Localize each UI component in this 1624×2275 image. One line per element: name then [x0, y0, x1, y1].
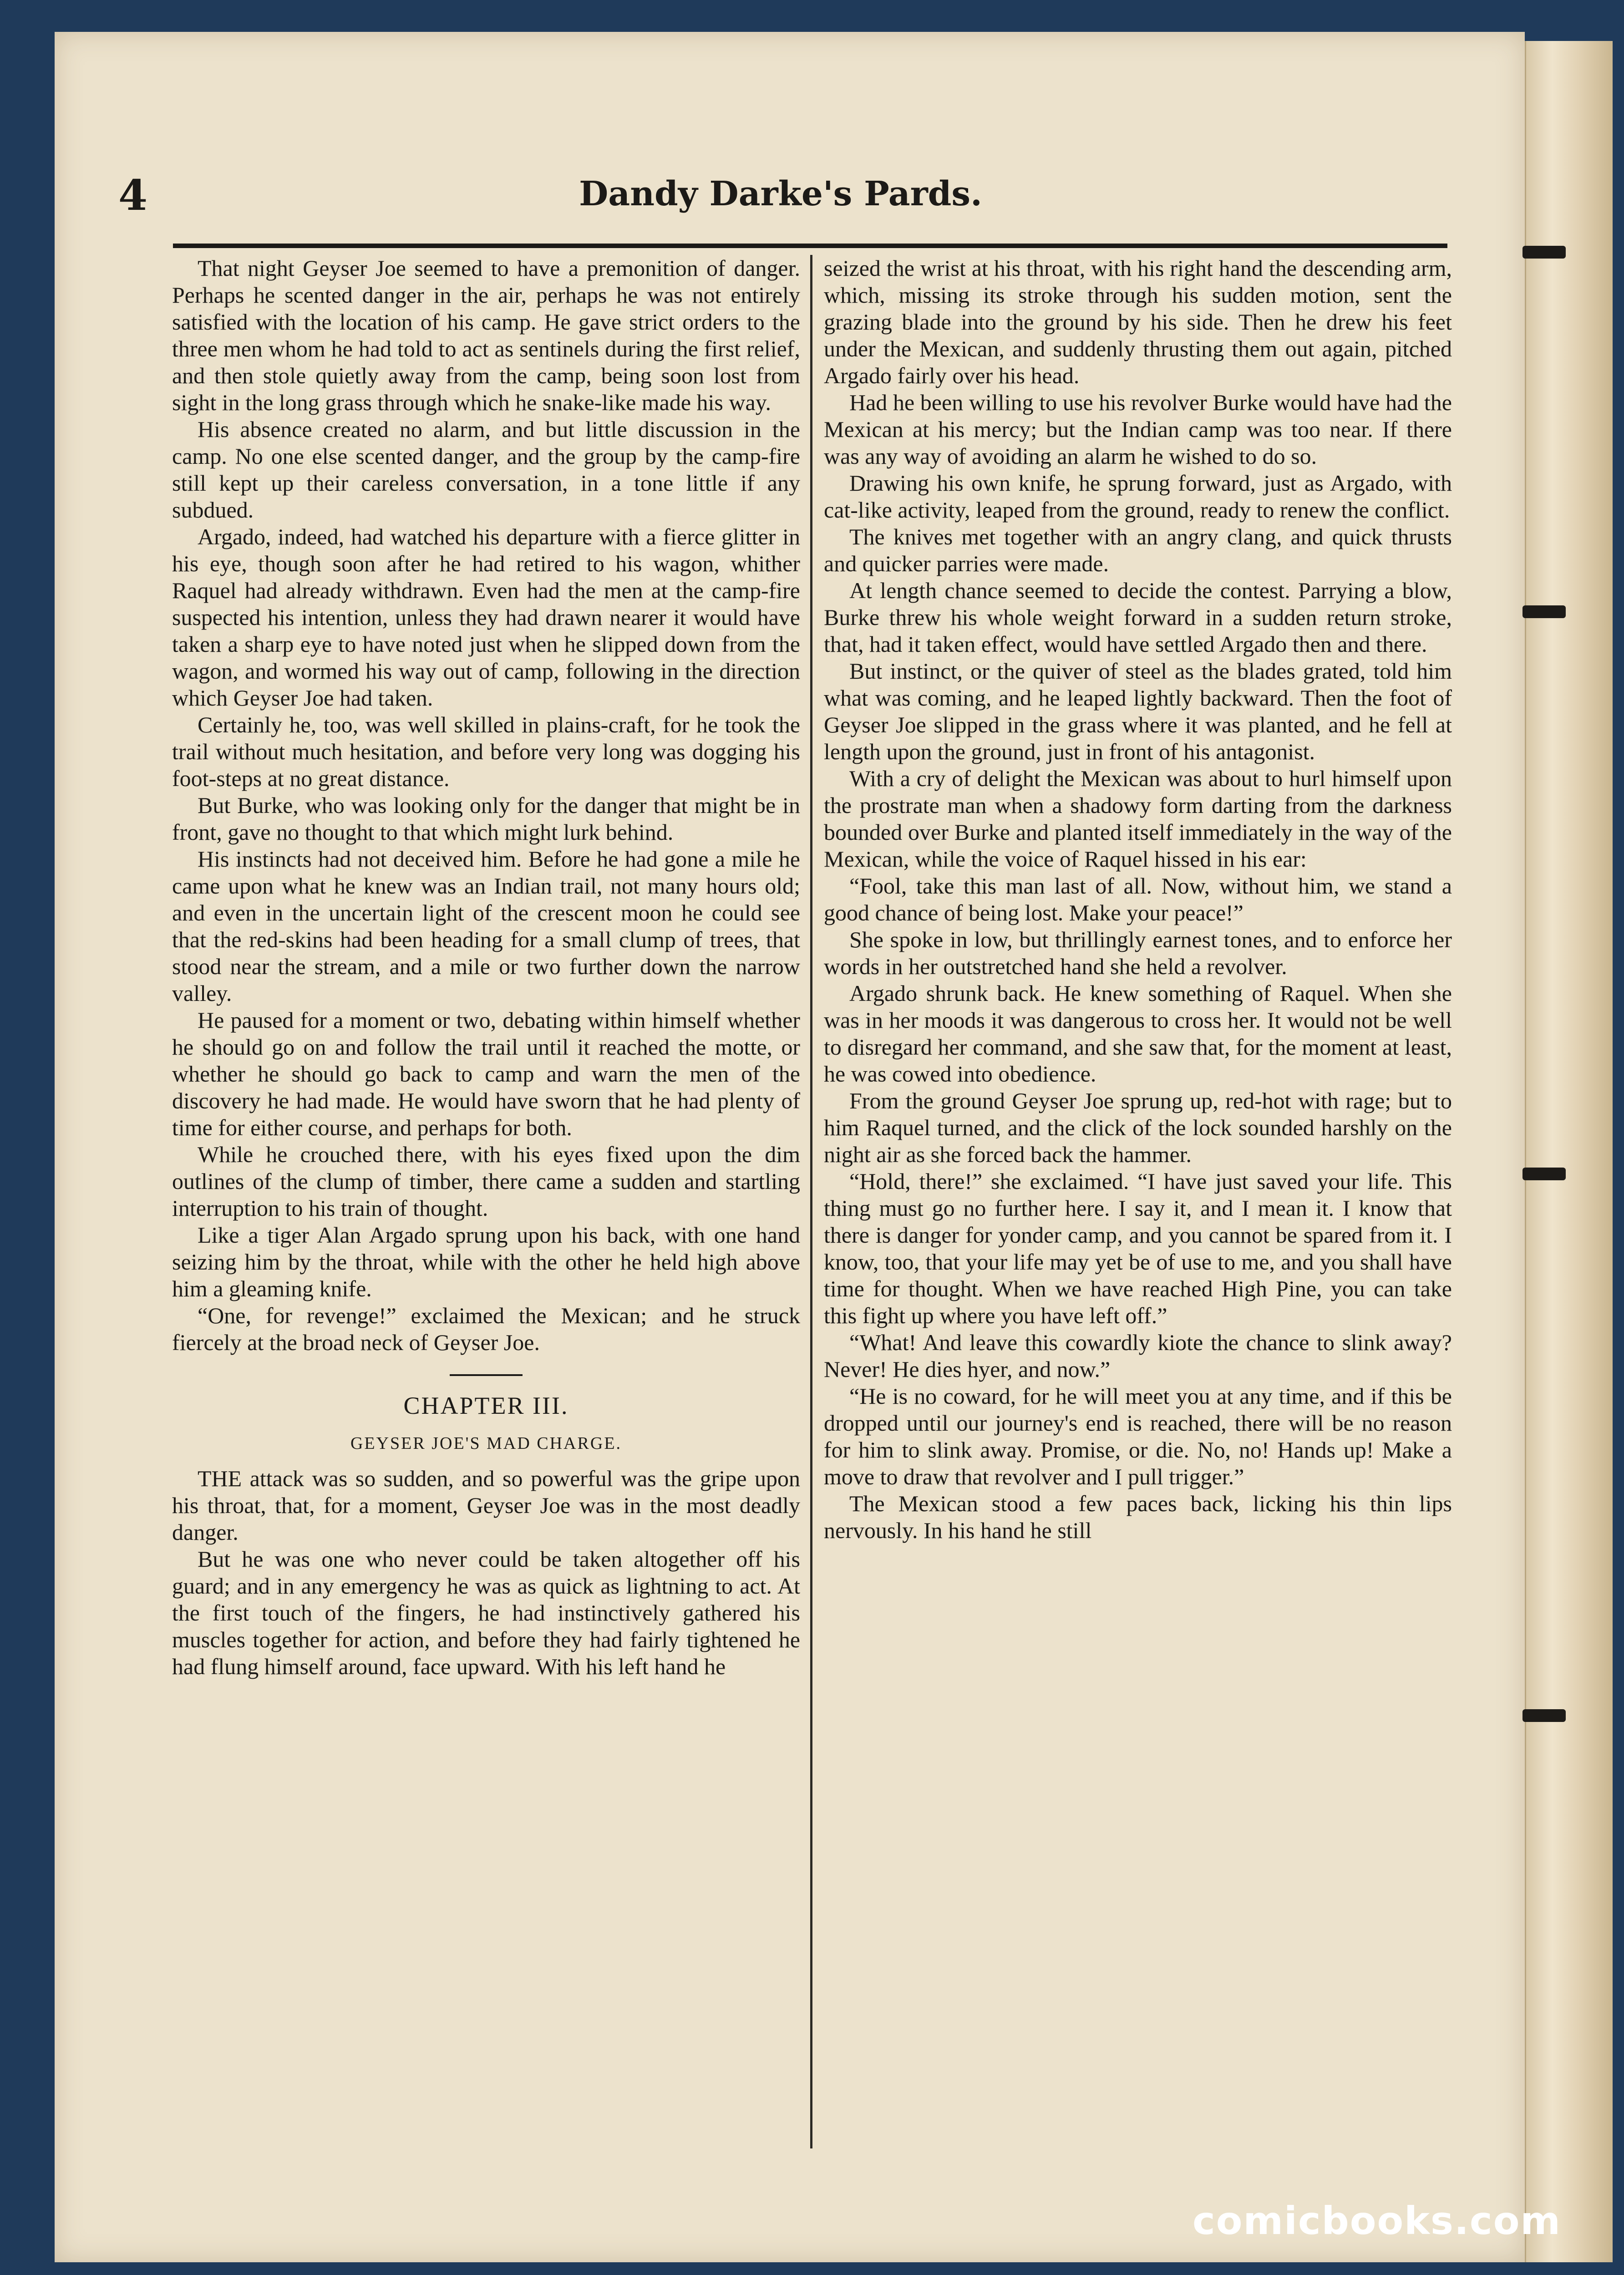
binding-stitch: [1522, 605, 1566, 618]
paragraph: His absence created no alarm, and but little discussion in the camp. No one else scented danger, and the group by the camp-fire still kept up their careless conversation, in a tone little if any subdued.: [172, 416, 800, 523]
paragraph: Certainly he, too, was well skilled in plains-craft, for he took the trail without much hesitation, and before very long was dogging his foot-steps at no great distance.: [172, 712, 800, 791]
paragraph: “Fool, take this man last of all. Now, without him, we stand a good chance of being lost. Make your peace!”: [824, 873, 1452, 925]
paragraph: The Mexican stood a few paces back, licking his thin lips nervously. In his hand he still: [824, 1491, 1452, 1543]
binding-stitch: [1522, 1709, 1566, 1722]
paragraph: The knives met together with an angry clang, and quick thrusts and quicker parries were made.: [824, 524, 1452, 576]
paragraph: But instinct, or the quiver of steel as the blades grated, told him what was coming, and he leaped lightly backward. Then the foot of Geyser Joe slipped in the grass where it was planted, and he fell at length upon the ground, just in front of his antagonist.: [824, 658, 1452, 764]
page-number: 4: [118, 171, 148, 220]
section-divider: [450, 1374, 523, 1376]
paragraph: Argado, indeed, had watched his departure with a fierce glitter in his eye, though soon after he had retired to his wagon, whither Raquel had already withdrawn. Even had the men at the camp-fire suspected his intention, unless they had drawn nearer it would have taken a sharp eye to have noted just when he slipped down from the wagon, and wormed his way out of camp, following in the direction which Geyser Joe had taken.: [172, 524, 800, 711]
paragraph: He paused for a moment or two, debating within himself whether he should go on and follow the trail until it reached the motte, or whether he should go back to camp and warn the men of the discovery he had made. He would have sworn that he had plenty of time for either course, and perhaps for both.: [172, 1007, 800, 1140]
paragraph: But he was one who never could be taken altogether off his guard; and in any emergency he was as quick as lightning to act. At the first touch of the fingers, he had instinctively gathered his muscles together for action, and before they had fairly tightened he had flung himself around, face upward. With his left hand he: [172, 1546, 800, 1679]
binding-stitch: [1522, 1168, 1566, 1180]
paragraph: At length chance seemed to decide the contest. Parrying a blow, Burke threw his whole weight forward in a sudden return stroke, that, had it taken effect, would have settled Argado then and there.: [824, 578, 1452, 657]
running-title: Dandy Darke's Pards.: [579, 174, 982, 213]
paragraph: While he crouched there, with his eyes fixed upon the dim outlines of the clump of timber, there came a sudden and startling interruption to his train of thought.: [172, 1142, 800, 1221]
watermark: comicbooks.com: [1193, 2199, 1561, 2243]
paragraph: Argado shrunk back. He knew something of Raquel. When she was in her moods it was dangerous to cross her. It would not be well to disregard her command, and she saw that, for the moment at least, he was cowed into obedience.: [824, 980, 1452, 1087]
paragraph: “What! And leave this cowardly kiote the chance to slink away? Never! He dies hyer, and now.”: [824, 1330, 1452, 1382]
header-rule: [173, 244, 1447, 248]
paragraph: Had he been willing to use his revolver Burke would have had the Mexican at his mercy; but the Indian camp was too near. If there was any way of avoiding an alarm he wished to do so.: [824, 390, 1452, 469]
paragraph: seized the wrist at his throat, with his right hand the descending arm, which, missing its stroke through his sudden motion, sent the grazing blade into the ground by his side. Then he drew his feet under the Mexican, and suddenly thrusting them out again, pitched Argado fairly over his head.: [824, 255, 1452, 388]
paragraph: Like a tiger Alan Argado sprung upon his back, with one hand seizing him by the throat, while with the other he held high above him a gleaming knife.: [172, 1222, 800, 1301]
page-spine: [1525, 41, 1613, 2262]
paragraph: “He is no coward, for he will meet you at any time, and if this be dropped until our journey's end is reached, there will be no reason for him to slink away. Promise, or die. No, no! Hands up! Make a move to draw that revolver and I pull trigger.”: [824, 1383, 1452, 1489]
chapter-subheading: GEYSER JOE'S MAD CHARGE.: [350, 1434, 622, 1453]
paragraph: THE attack was so sudden, and so powerful was the gripe upon his throat, that, for a moment, Geyser Joe was in the most deadly danger.: [172, 1466, 800, 1545]
paragraph: With a cry of delight the Mexican was about to hurl himself upon the prostrate man when a shadowy form darting from the darkness bounded over Burke and planted itself immediately in the way of the Mexican, while the voice of Raquel hissed in his ear:: [824, 766, 1452, 872]
paragraph: She spoke in low, but thrillingly earnest tones, and to enforce her words in her outstretched hand she held a revolver.: [824, 927, 1452, 979]
paragraph: From the ground Geyser Joe sprung up, red-hot with rage; but to him Raquel turned, and the click of the lock sounded harshly on the night air as she forced back the hammer.: [824, 1088, 1452, 1167]
paragraph: But Burke, who was looking only for the danger that might be in front, gave no thought to that which might lurk behind.: [172, 792, 800, 845]
paragraph: “Hold, there!” she exclaimed. “I have just saved your life. This thing must go no further here. I say it, and I mean it. I know that there is danger for yonder camp, and you cannot be spared from it. I know, too, that your life may yet be of use to me, and you shall have time for thought. When we have reached High Pine, you can take this fight up where you have left off.”: [824, 1168, 1452, 1328]
paragraph: “One, for revenge!” exclaimed the Mexican; and he struck fiercely at the broad neck of Geyser Joe.: [172, 1303, 800, 1355]
chapter-heading: CHAPTER III.: [403, 1392, 569, 1419]
page-header: [114, 171, 1447, 225]
left-column: [172, 255, 800, 1680]
paragraph: That night Geyser Joe seemed to have a premonition of danger. Perhaps he scented danger in the air, perhaps he was not entirely satisfied with the location of his camp. He gave strict orders to the three men whom he had told to act as sentinels during the first relief, and then stole quietly away from the camp, being soon lost from sight in the long grass through which he snake-like made his way.: [172, 255, 800, 415]
column-divider: [810, 255, 812, 2148]
binding-stitch: [1522, 246, 1566, 259]
paragraph: His instincts had not deceived him. Before he had gone a mile he came upon what he knew was an Indian trail, not many hours old; and even in the uncertain light of the crescent moon he could see that the red-skins had been heading for a small clump of trees, that stood near the stream, and a mile or two further down the narrow valley.: [172, 846, 800, 1006]
paragraph: Drawing his own knife, he sprung forward, just as Argado, with cat-like activity, leaped from the ground, ready to renew the conflict.: [824, 470, 1452, 523]
right-column: [824, 255, 1452, 1544]
